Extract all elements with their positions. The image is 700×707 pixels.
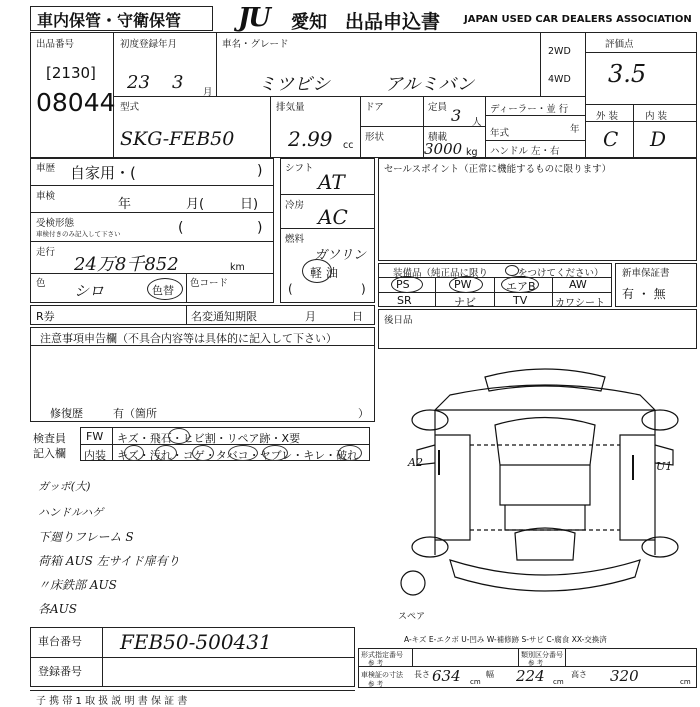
mark-circle bbox=[168, 428, 190, 444]
seat-area bbox=[505, 505, 585, 530]
fuel-open: ( bbox=[288, 282, 293, 296]
recycle-label: R券 bbox=[36, 310, 55, 323]
exterior-grade: C bbox=[603, 127, 619, 151]
divider bbox=[585, 32, 586, 158]
load-unit: kg bbox=[466, 147, 478, 158]
type-label: 型式 bbox=[120, 102, 140, 113]
model-num-label: 形式指定番号 bbox=[361, 651, 403, 659]
divider bbox=[585, 121, 697, 122]
damage-legend: A-キズ E-エクボ U-凹み W-補修跡 S-サビ C-腐食 XX-交換済 bbox=[404, 635, 607, 644]
divider bbox=[112, 427, 113, 461]
load-label: 積載 bbox=[428, 132, 448, 143]
reg-label: 登録番号 bbox=[38, 665, 82, 678]
mark-circle bbox=[228, 445, 258, 461]
comment-1: ガッポ(大) bbox=[38, 480, 91, 493]
color-value: シロ bbox=[74, 282, 105, 300]
fuel-label: 燃料 bbox=[285, 234, 305, 245]
after-fit-box bbox=[378, 309, 697, 349]
divider bbox=[518, 648, 519, 666]
wheel-front-left bbox=[412, 410, 448, 430]
equip-airbag: エアB bbox=[506, 280, 536, 293]
inspection-day: 日) bbox=[240, 197, 259, 212]
door-label: ドア bbox=[365, 102, 384, 113]
ju-logo: JU bbox=[238, 3, 269, 33]
warranty-value: 有 ・ 無 bbox=[622, 287, 666, 301]
width-cm: cm bbox=[553, 678, 564, 686]
divider bbox=[485, 140, 585, 141]
length-label: 長さ bbox=[414, 670, 430, 679]
spare-label: スペア bbox=[398, 612, 426, 622]
repair-close: ） bbox=[358, 407, 369, 420]
car-model: アルミバン bbox=[385, 74, 475, 95]
repair-label: 修復歴 bbox=[50, 407, 83, 420]
divider bbox=[565, 648, 566, 666]
seats-value: 3 bbox=[451, 106, 462, 125]
registration-month-unit: 月 bbox=[203, 87, 213, 98]
drive-4wd: 4WD bbox=[548, 74, 571, 85]
equip-pw-circle bbox=[449, 276, 483, 293]
wheel-rear-left bbox=[412, 537, 448, 557]
class-num-label: 類別区分番号 bbox=[521, 651, 563, 659]
lot-number: 08044 bbox=[36, 88, 116, 117]
seats-unit: 人 bbox=[472, 117, 482, 128]
acceptance-open: ( bbox=[178, 220, 184, 236]
divider bbox=[540, 32, 541, 96]
size-ref: 参 考 bbox=[368, 680, 384, 688]
wheel-rear-right bbox=[642, 537, 678, 557]
divider bbox=[30, 690, 355, 691]
divider bbox=[30, 657, 355, 658]
association-name: JAPAN USED CAR DEALERS ASSOCIATION bbox=[464, 14, 692, 25]
divider bbox=[280, 228, 375, 229]
mark-circle bbox=[124, 445, 144, 461]
rear-bumper bbox=[450, 560, 640, 591]
acceptance-close: ) bbox=[257, 220, 263, 236]
divider bbox=[113, 96, 585, 97]
mileage-label: 走行 bbox=[36, 247, 56, 258]
interior-grade: D bbox=[650, 127, 667, 151]
width-label: 幅 bbox=[486, 670, 494, 679]
shape-label: 形状 bbox=[365, 132, 385, 143]
spare-tire bbox=[401, 571, 425, 595]
model-year-label: 年式 bbox=[490, 128, 510, 139]
divider bbox=[633, 104, 634, 158]
exterior-label: 外 装 bbox=[596, 111, 619, 122]
mark-circle bbox=[262, 445, 288, 461]
divider bbox=[280, 194, 375, 195]
mark-circle bbox=[155, 445, 177, 461]
divider bbox=[216, 32, 217, 96]
divider bbox=[30, 241, 274, 242]
registration-label: 初度登録年月 bbox=[120, 39, 178, 50]
shift-label: シフト bbox=[285, 163, 314, 174]
comment-4: 荷箱 AUS 左サイド扉有り bbox=[38, 554, 180, 568]
divider bbox=[30, 345, 375, 346]
warranty-label: 新車保証書 bbox=[622, 268, 670, 279]
left-panel bbox=[435, 435, 470, 540]
storage-label: 車内保管・守衛保管 bbox=[37, 11, 182, 30]
seats-label: 定員 bbox=[428, 102, 448, 113]
after-fit-label: 後日品 bbox=[384, 315, 413, 326]
fuel-circle bbox=[302, 259, 332, 283]
notice-month: 月 bbox=[305, 310, 316, 323]
equipment-label: 装備品（純正品に限り bbox=[393, 268, 489, 279]
equipment-circle-mark bbox=[505, 265, 519, 276]
sales-point-label: セールスポイント（正常に機能するものに限ります） bbox=[384, 164, 612, 175]
diagram-mark-right: U1 bbox=[656, 460, 673, 473]
comment-6: 各AUS bbox=[38, 602, 78, 616]
notes-label: 注意事項申告欄（不具合内容等は具体的に記入して下さい） bbox=[40, 332, 337, 345]
diagram-mark-left: A2 bbox=[408, 456, 423, 469]
divider bbox=[360, 96, 361, 158]
equip-pw: PW bbox=[454, 278, 472, 291]
inspection-month: 月( bbox=[186, 197, 205, 212]
rear-window bbox=[515, 528, 575, 560]
divider bbox=[494, 277, 495, 307]
comment-3: 下廻りフレーム S bbox=[38, 530, 134, 544]
divider bbox=[423, 96, 424, 126]
handle-label: ハンドル 左・右 bbox=[490, 146, 560, 157]
divider bbox=[186, 305, 187, 325]
divider bbox=[30, 273, 274, 274]
mileage-value: 24万8千852 bbox=[74, 254, 179, 275]
fuel-value: ガソリン bbox=[314, 248, 367, 263]
drive-2wd: 2WD bbox=[548, 46, 571, 57]
fuel-options: 軽 油 bbox=[310, 266, 338, 280]
registration-month: 3 bbox=[172, 72, 184, 93]
registration-year: 23 bbox=[127, 72, 150, 93]
usage-close: ) bbox=[257, 163, 263, 179]
chassis-label: 車台番号 bbox=[38, 635, 82, 648]
score-label: 評価点 bbox=[605, 39, 634, 50]
mark-circle bbox=[338, 445, 362, 461]
equipment-label-end: をつけてください） bbox=[518, 268, 604, 279]
cabin bbox=[500, 465, 590, 505]
year-unit: 年 bbox=[570, 124, 580, 135]
chassis-value: FEB50-500431 bbox=[120, 630, 272, 654]
load-value: 3000 bbox=[424, 140, 463, 158]
fw-label: FW bbox=[86, 430, 104, 443]
divider bbox=[552, 277, 553, 307]
color-change: 色替 bbox=[152, 284, 174, 297]
inspector-label-2: 記入欄 bbox=[33, 447, 66, 460]
equip-airbag-circle bbox=[501, 276, 539, 293]
acceptance-label: 受検形態 bbox=[36, 218, 75, 229]
displacement-label: 排気量 bbox=[276, 102, 305, 113]
divider bbox=[30, 185, 274, 186]
interior-check-label: 内装 bbox=[84, 449, 106, 462]
guide-lines bbox=[470, 445, 620, 530]
divider bbox=[585, 104, 697, 105]
class-num-ref: 参 考 bbox=[528, 659, 544, 667]
windshield bbox=[495, 418, 595, 466]
equip-tv: TV bbox=[513, 294, 528, 307]
hood-outline bbox=[435, 385, 655, 410]
model-num-ref: 参 考 bbox=[368, 659, 384, 667]
form-title: 出品申込書 bbox=[345, 11, 441, 33]
org-name: 愛知 bbox=[291, 12, 327, 33]
dealer-label: ディーラー・並 行 bbox=[490, 104, 569, 115]
equip-seat: カワシート bbox=[555, 298, 605, 309]
equip-aw: AW bbox=[569, 278, 587, 291]
fw-items: キズ・飛石・ヒビ割・リペア跡・X要 bbox=[117, 432, 301, 445]
divider bbox=[485, 96, 486, 158]
divider bbox=[412, 648, 413, 666]
comment-5: 〃床鉄部 AUS bbox=[38, 578, 117, 592]
car-maker: ミツビシ bbox=[258, 74, 330, 95]
divider bbox=[485, 115, 585, 116]
acceptance-sub: 車検付きのみ記入して下さい bbox=[36, 230, 121, 238]
color-change-circle bbox=[147, 278, 183, 300]
displacement-unit: cc bbox=[343, 140, 354, 151]
length-cm: cm bbox=[470, 678, 481, 686]
body-sides bbox=[435, 410, 655, 555]
interior-label: 内 装 bbox=[645, 111, 668, 122]
wheel-front-right bbox=[642, 410, 678, 430]
height-label: 高さ bbox=[571, 670, 587, 679]
lot-code: [2130] bbox=[46, 64, 96, 82]
inspection-year: 年 bbox=[118, 197, 132, 212]
divider bbox=[585, 52, 697, 53]
usage-label: 車歴 bbox=[36, 163, 56, 174]
height-cm: cm bbox=[680, 678, 691, 686]
divider bbox=[186, 273, 187, 303]
equip-ps-circle bbox=[391, 276, 423, 293]
notice-label: 名変通知期限 bbox=[191, 310, 257, 323]
size-label: 車検証の寸法 bbox=[361, 671, 403, 679]
height-value: 320 bbox=[610, 667, 639, 685]
comment-2: ハンドルハゲ bbox=[38, 506, 104, 519]
divider bbox=[270, 96, 271, 158]
equip-ps: PS bbox=[396, 278, 410, 291]
right-panel bbox=[620, 435, 655, 540]
equip-sr: SR bbox=[397, 294, 412, 307]
mark-circle bbox=[192, 445, 214, 461]
mileage-unit: km bbox=[230, 262, 245, 273]
width-value: 224 bbox=[516, 667, 545, 685]
inspector-label-1: 検査員 bbox=[33, 432, 66, 445]
inspection-label: 車検 bbox=[36, 191, 56, 202]
footer-cut-text: 子 携 帯 1 取 扱 説 明 書 保 証 書 bbox=[36, 696, 188, 707]
color-label: 色 bbox=[36, 278, 46, 289]
equip-navi: ナビ bbox=[454, 296, 476, 309]
notice-day: 日 bbox=[352, 310, 363, 323]
vehicle-damage-diagram bbox=[395, 355, 695, 610]
length-value: 634 bbox=[432, 667, 461, 685]
divider bbox=[30, 212, 274, 213]
color-code-label: 色コード bbox=[190, 278, 229, 289]
ac-label: 冷房 bbox=[285, 200, 305, 211]
displacement-value: 2.99 bbox=[288, 127, 333, 151]
usage-value: 自家用・( bbox=[70, 164, 136, 182]
fuel-close: ) bbox=[361, 282, 366, 296]
roof-outline bbox=[485, 369, 605, 391]
score-value: 3.5 bbox=[608, 60, 647, 88]
repair-value: 有（箇所 bbox=[113, 407, 157, 420]
interior-check-items: キズ・汚れ・コゲ・タバコ・ヤブレ・キレ・破れ bbox=[117, 449, 359, 462]
car-name-label: 車名・グレード bbox=[222, 39, 289, 50]
lot-label: 出品番号 bbox=[36, 39, 75, 50]
type-value: SKG-FEB50 bbox=[120, 128, 235, 150]
shift-value: AT bbox=[318, 170, 345, 194]
divider bbox=[102, 627, 103, 687]
ac-value: AC bbox=[318, 205, 348, 229]
divider bbox=[435, 277, 436, 307]
